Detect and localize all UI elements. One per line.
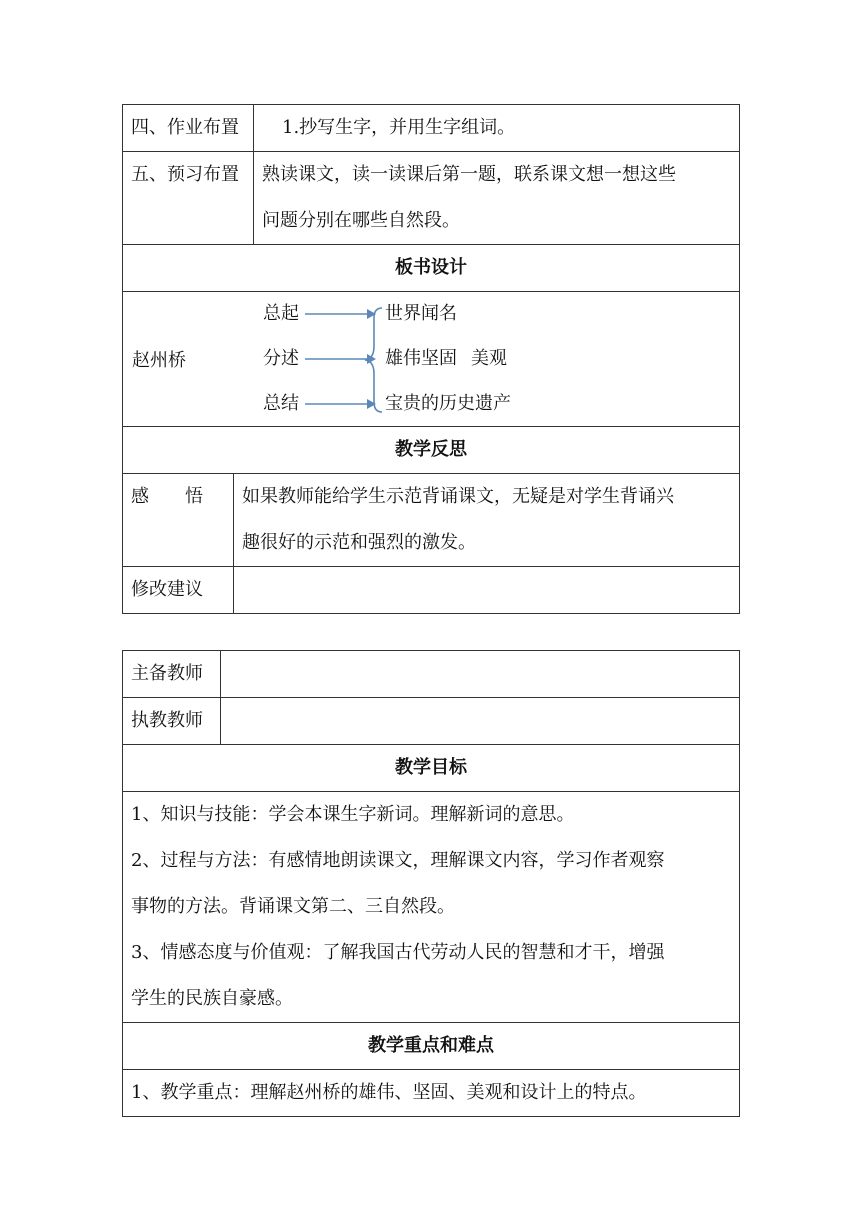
lead-teacher-row	[123, 651, 740, 698]
goal-2-line-1: 2、过程与方法：有感情地朗读课文，理解课文内容，学习作者观察	[131, 850, 665, 871]
board-heading: 板书设计	[123, 245, 740, 292]
homework-text: 1.抄写生字，并用生字组词。	[282, 117, 516, 138]
reflection-heading: 教学反思	[123, 427, 740, 474]
board-point-detail-a: 雄伟坚固	[385, 348, 457, 369]
homework-content	[254, 105, 740, 152]
lesson-plan-table-1	[122, 104, 740, 614]
key-point-row	[123, 1070, 740, 1117]
insight-line-1: 如果教师能给学生示范背诵课文，无疑是对学生背诵兴	[242, 486, 674, 507]
goal-2-line-2: 事物的方法。背诵课文第二、三自然段。	[131, 896, 455, 917]
goal-3-line-2: 学生的民族自豪感。	[131, 988, 293, 1009]
board-part-detail: 分述	[263, 348, 299, 369]
goals-heading: 教学目标	[123, 745, 740, 792]
insight-label-b: 悟	[185, 486, 203, 507]
suggest-row	[123, 567, 740, 614]
board-point-detail	[385, 347, 507, 371]
insight-label	[123, 474, 234, 567]
arrow-icon	[305, 308, 377, 320]
preview-label: 五、预习布置	[123, 152, 254, 245]
insight-row	[123, 474, 740, 567]
preview-row	[123, 152, 740, 245]
homework-label: 四、作业布置	[123, 105, 254, 152]
exec-teacher-label: 执教教师	[123, 698, 221, 745]
preview-line-1: 熟读课文，读一读课后第一题，联系课文想一想这些	[262, 164, 676, 185]
preview-line-2: 问题分别在哪些自然段。	[262, 210, 460, 231]
lead-teacher-content	[221, 651, 740, 698]
board-heading-row	[123, 245, 740, 292]
suggest-content	[234, 567, 740, 614]
insight-content	[234, 474, 740, 567]
goals-heading-row	[123, 745, 740, 792]
suggest-label: 修改建议	[123, 567, 234, 614]
lesson-plan-table-2	[122, 650, 740, 1117]
arrow-icon	[305, 353, 377, 365]
arrow-icon	[305, 398, 377, 410]
goals-content	[123, 792, 740, 1023]
board-part-intro: 总起	[263, 303, 299, 324]
reflection-heading-row	[123, 427, 740, 474]
insight-label-a: 感	[131, 486, 149, 507]
goal-3-line-1: 3、情感态度与价值观：了解我国古代劳动人民的智慧和才干，增强	[131, 942, 665, 963]
homework-row	[123, 105, 740, 152]
goal-1: 1、知识与技能：学会本课生字新词。理解新词的意思。	[131, 804, 575, 825]
key-heading: 教学重点和难点	[123, 1023, 740, 1070]
board-part-summary: 总结	[263, 393, 299, 414]
board-point-summary: 宝贵的历史遗产	[385, 393, 511, 414]
lead-teacher-label: 主备教师	[123, 651, 221, 698]
exec-teacher-row	[123, 698, 740, 745]
board-point-intro: 世界闻名	[385, 303, 457, 324]
board-point-detail-b: 美观	[471, 348, 507, 369]
key-point: 1、教学重点：理解赵州桥的雄伟、坚固、美观和设计上的特点。	[123, 1070, 740, 1117]
insight-line-2: 趣很好的示范和强烈的激发。	[242, 532, 476, 553]
board-topic: 赵州桥	[132, 350, 186, 371]
board-design-cell	[123, 292, 740, 427]
preview-content	[254, 152, 740, 245]
key-heading-row	[123, 1023, 740, 1070]
goals-row	[123, 792, 740, 1023]
board-design-row	[123, 292, 740, 427]
exec-teacher-content	[221, 698, 740, 745]
